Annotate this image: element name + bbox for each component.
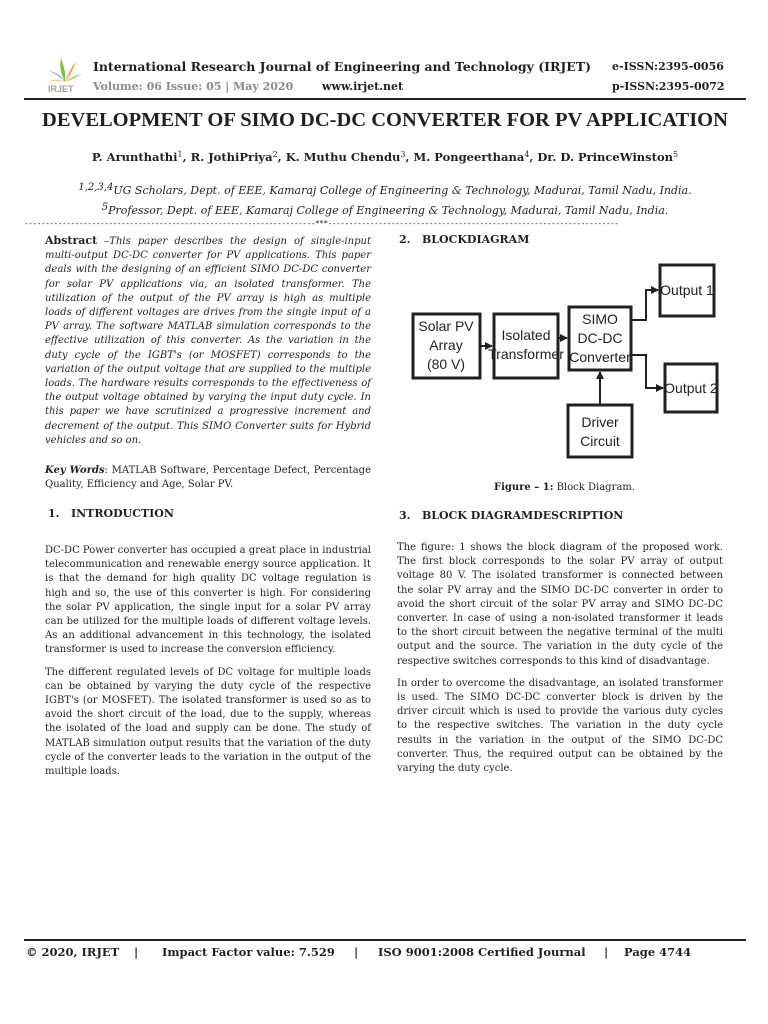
figure-caption <box>494 482 635 493</box>
transformer-label: Isolated <box>501 327 551 343</box>
solar-pv-label: Array <box>429 337 463 353</box>
footer-separator: | <box>134 945 139 959</box>
figure-caption-text: Block Diagram. <box>553 482 635 493</box>
footer-separator: | <box>604 945 609 959</box>
footer-impact-factor <box>162 945 335 959</box>
figure-label: Figure – 1: <box>494 482 554 493</box>
p-issn: p-ISSN:2395-0072 <box>612 80 725 93</box>
footer-rule <box>24 939 746 941</box>
driver-circuit-block <box>568 405 632 457</box>
affiliation-professor <box>24 202 746 217</box>
author-name: P. Arunthathi <box>91 150 178 164</box>
affiliation-sup: 1,2,3,4 <box>78 182 114 193</box>
impact-label: Impact Factor value: <box>162 945 299 959</box>
paper-title: DEVELOPMENT OF SIMO DC-DC CONVERTER FOR PV APPLICATION <box>42 109 728 131</box>
author-sup: 5 <box>673 150 679 159</box>
section-separator: ---------------------------------------------------------------------***--------------------------------------------------------------------- <box>24 219 619 228</box>
footer-iso: ISO 9001:2008 Certified Journal <box>378 945 586 959</box>
abstract-label: Abstract <box>45 234 98 247</box>
author-name: M. Pongeerthana <box>413 150 525 164</box>
author-sup: 3 <box>400 150 406 159</box>
logo-text: IRJET <box>48 84 74 94</box>
affiliation-text: Professor, Dept. of EEE, Kamaraj College of Engineering & Technology, Madurai, Tamil Nadu, India. <box>108 204 669 217</box>
transformer-label: Transformer <box>488 346 564 362</box>
author-name: R. JothiPriya <box>190 150 273 164</box>
converter-label: Converter <box>569 349 631 365</box>
keywords-text: : MATLAB Software, Percentage Defect, Percentage Quality, Efficiency and Age, Solar PV. <box>45 465 371 491</box>
affiliation-sup: 5 <box>101 202 109 213</box>
heading-block-diagram: 2. BLOCKDIAGRAM <box>399 233 530 246</box>
converter-label: DC-DC <box>577 330 623 346</box>
keywords <box>45 464 371 492</box>
footer-separator: | <box>354 945 359 959</box>
introduction-body <box>45 544 371 787</box>
solar-pv-label: (80 V) <box>426 356 466 372</box>
keywords-label: Key Words <box>45 465 105 476</box>
journal-name: International Research Journal of Engineering and Technology (IRJET) <box>93 59 592 74</box>
output-2-label: Output 2 <box>664 380 718 396</box>
author-sup: 2 <box>272 150 278 159</box>
paragraph: DC-DC Power converter has occupied a great place in industrial telecommunication and renewable energy source application. It is that the demand for high quality DC voltage regulation is high and so, the use of this converter is high. For considering the solar PV application, the single input for a solar PV array can be utilized for the multiple loads of different voltage levels. As an additional advancement in this technology, the isolated transformer is used to increase the conversion efficiency. <box>45 545 371 656</box>
driver-label: Driver <box>581 414 619 430</box>
converter-label: SIMO <box>582 311 618 327</box>
author-sup: 4 <box>524 150 530 159</box>
output-1-label: Output 1 <box>660 282 714 298</box>
paragraph: The figure: 1 shows the block diagram of the proposed work. The first block corresponds to the solar PV array of output voltage 80 V. The isolated transformer is connected between the solar PV array and the SIMO DC-DC converter in order to avoid the short circuit of the solar PV array and SIMO DC-DC converter. In case of using a non-isolated transformer it leads to the short circuit between the negative terminal of the multi output and the source. The variation in the duty cycle of the respective switches corresponds to this kind of disadvantage. <box>397 542 723 667</box>
author-list: P. Arunthathi$^1$, R. JothiPriya$^2$, K. Muthu Chendu$^3$, M. Pongeerthana$^4$, Dr. D. PrinceWinston$^5$ <box>91 150 679 164</box>
footer-copyright: © 2020, IRJET <box>26 945 120 959</box>
connector-arrow <box>631 355 663 388</box>
block-diagram <box>406 260 724 460</box>
solar-pv-label: Solar PV <box>418 318 474 334</box>
affiliation-text: UG Scholars, Dept. of EEE, Kamaraj College of Engineering & Technology, Madurai, Tamil Nadu, India. <box>113 184 692 197</box>
author-sup: 1 <box>177 150 183 159</box>
header-rule <box>24 98 746 100</box>
affiliation-ug <box>24 182 746 197</box>
driver-label: Circuit <box>580 433 620 449</box>
volume-issue: Volume: 06 Issue: 05 | May 2020 <box>93 80 294 93</box>
journal-website[interactable]: www.irjet.net <box>322 80 404 93</box>
heading-block-description: 3. BLOCK DIAGRAMDESCRIPTION <box>399 509 624 522</box>
footer-page: Page 4744 <box>624 945 692 959</box>
author-name: Dr. D. PrinceWinston <box>537 150 673 164</box>
paragraph: The different regulated levels of DC voltage for multiple loads can be obtained by varying the duty cycle of the respective IGBT's (or MOSFET). The isolated transformer is used so as to avoid the short circuit of the load, due to the supply, whereas the isolated of the load and supply can be done. The study of MATLAB simulation output results that the variation of the duty cycle of the converter leads to the variation in the output of the multiple loads. <box>45 666 371 778</box>
paragraph: In order to overcome the disadvantage, an isolated transformer is used. The SIMO DC-DC converter block is driven by the driver circuit which is used to provide the various duty cycles to the respective switches. The variation in the duty cycle results in the variation in the output of the SIMO DC-DC converter. Thus, the required output can be obtained by the varying the duty cycle. <box>397 677 723 775</box>
abstract-text: –This paper describes the design of single-input multi-output DC-DC converter for PV applications. This paper deals with the designing of an efficient SIMO DC-DC converter for solar PV applications via, an isolated transformer. The utilization of the output of the PV array is high as multiple loads of different voltages are drives from the single input of a PV array. The software MATLAB simulation corresponds to the effective utilization of this converter. As the variation in the duty cycle of the IGBT's (or MOSFET) corresponds to the variation of the output voltage that are supplied to the multiple loads. The hardware results corresponds to the effectiveness of the output voltage obtained by varying the input duty cycle. In this paper we have scrutinized a progressive increment and decrement of the output. This SIMO Converter suits for Hybrid vehicles and so on. <box>45 236 371 446</box>
connector-arrow <box>631 290 658 320</box>
e-issn: e-ISSN:2395-0056 <box>612 60 724 73</box>
author-name: K. Muthu Chendu <box>285 150 401 164</box>
abstract <box>45 234 371 448</box>
heading-introduction: 1. INTRODUCTION <box>48 507 174 520</box>
description-body <box>397 541 723 784</box>
impact-value: 7.529 <box>298 945 335 959</box>
